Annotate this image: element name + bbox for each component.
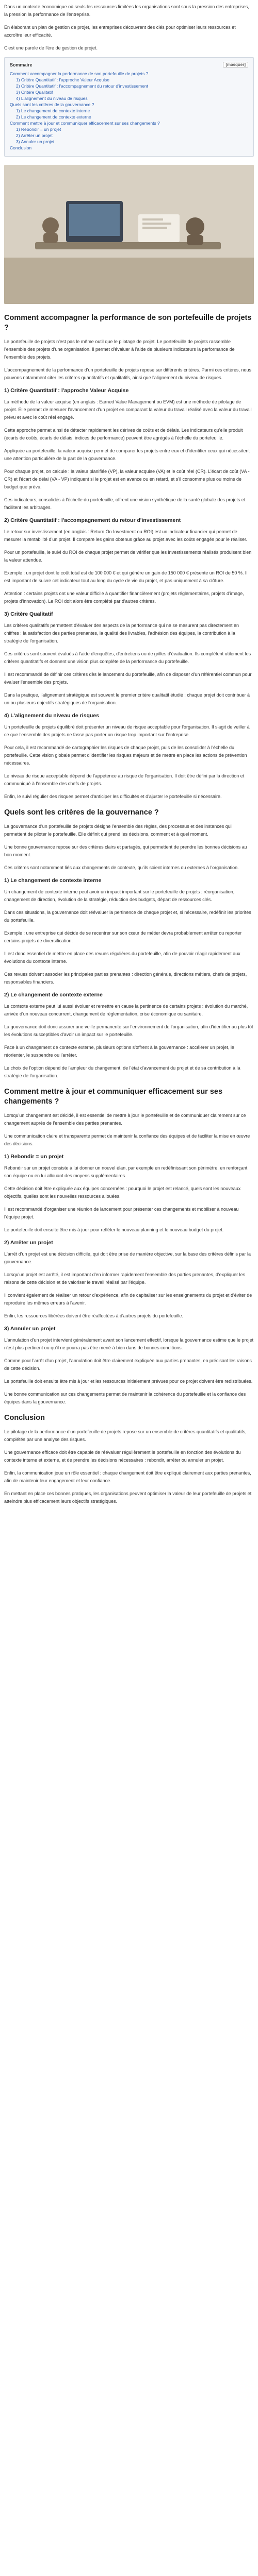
subsection-heading: 4) L'alignement du niveau de risques <box>4 713 99 719</box>
section-paragraph: Dans la pratique, l'alignement stratégique est souvent le premier critère qualitatif étudié : chaque projet doit contribuer à un ou plusieurs objectifs stratégiques de l'organisation. <box>4 692 250 705</box>
subsection-heading: 3) Annuler un projet <box>4 1326 56 1332</box>
section-heading: Conclusion <box>4 1414 45 1422</box>
toc-link[interactable]: Comment accompagner la performance de son portefeuille de projets ? <box>10 71 149 76</box>
section-paragraph: Rebondir sur un projet consiste à lui donner un nouvel élan, par exemple en redéfinissant son périmètre, en renforçant son équipe ou en lui allouant des moyens supplémentaires. <box>4 1165 248 1178</box>
toc-link[interactable]: 2) Arrêter un projet <box>16 133 53 138</box>
toc-link[interactable]: Conclusion <box>10 145 32 150</box>
section-paragraph: Il est recommandé d'organiser une réunion de lancement pour présenter ces changements et mobiliser à nouveau l'équipe projet. <box>4 1207 239 1219</box>
section-paragraph: Pour chaque projet, on calcule : la valeur planifiée (VP), la valeur acquise (VA) et le coût réel (CR). L'écart de coût (VA - CR) et l'écart de délai (VA - VP) indiquent si le projet est en avance ou en retard, et s'il consomme plus ou moins de budget que prévu. <box>4 469 250 489</box>
hero-illustration <box>4 165 254 304</box>
toc-link[interactable]: 1) Le changement de contexte interne <box>16 108 90 113</box>
toc-title: Sommaire <box>10 62 33 67</box>
subsection-heading: 2) Arrêter un projet <box>4 1240 53 1246</box>
section-paragraph: Ces critères sont souvent évalués à l'aide d'enquêtes, d'entretiens ou de grilles d'évaluation. Ils complètent utilement les critères quantitatifs et donnent une vision plus complète de la performance du portefeuille. <box>4 651 251 664</box>
section-paragraph: Le retour sur investissement (en anglais : Return On Investment ou ROI) est un indicateur financier qui permet de mesurer la rentabilité d'un projet. Il compare les gains obtenus grâce au projet avec les coûts engagés pour le réaliser. <box>4 529 247 542</box>
intro-paragraph: En élaborant un plan de gestion de projet, les entreprises découvrent des clés pour optimiser leurs ressources et accroître leur efficacité. <box>4 25 236 38</box>
section-paragraph: Une communication claire et transparente permet de maintenir la confiance des équipes et de faciliter la mise en œuvre des décisions. <box>4 1133 250 1146</box>
toc-toggle-button[interactable]: [masquer] <box>223 62 248 67</box>
section-paragraph: Cette décision doit être expliquée aux équipes concernées : pourquoi le projet est relancé, quels sont les nouveaux objectifs, quelles sont les nouvelles ressources allouées. <box>4 1186 241 1199</box>
subsection-heading: 1) Critère Quantitatif : l'approche Valeur Acquise <box>4 387 129 394</box>
subsection-heading: 2) Critère Quantitatif : l'accompagnement du retour d'investissement <box>4 517 181 523</box>
section-paragraph: Lorsqu'un changement est décidé, il est essentiel de mettre à jour le portefeuille et de communiquer clairement sur ce changement auprès de l'ensemble des parties prenantes. <box>4 1113 246 1126</box>
section-paragraph: Le contexte externe peut lui aussi évoluer et remettre en cause la pertinence de certains projets : évolution du marché, arrivée d'un nouveau concurrent, changement de réglementation, crise économique ou sanitaire. <box>4 1004 248 1016</box>
section-paragraph: Comme pour l'arrêt d'un projet, l'annulation doit être clairement expliquée aux parties prenantes, en précisant les raisons de cette décision. <box>4 1358 252 1371</box>
toc-link[interactable]: 1) Critère Quantitatif : l'approche Valeur Acquise <box>16 77 110 82</box>
section-paragraph: Le portefeuille doit ensuite être mis à jour et les ressources initialement prévues pour ce projet doivent être redistribuées. <box>4 1379 253 1384</box>
section-paragraph: Ces revues doivent associer les principales parties prenantes : direction générale, directions métiers, chefs de projets, responsables financiers. <box>4 972 247 985</box>
section-paragraph: La méthode de la valeur acquise (en anglais : Earned Value Management ou EVM) est une méthode de pilotage de projet. Elle permet de mesurer l'avancement d'un projet en comparant la valeur du travail réalisé avec la valeur du travail prévu et avec le coût réel engagé. <box>4 399 252 420</box>
section-paragraph: Le choix de l'option dépend de l'ampleur du changement, de l'état d'avancement du projet et de sa contribution à la stratégie de l'organisation. <box>4 1065 240 1078</box>
toc-link[interactable]: Quels sont les critères de la gouvernance ? <box>10 102 94 107</box>
section-paragraph: L'arrêt d'un projet est une décision difficile, qui doit être prise de manière objective, sur la base des critères définis par la gouvernance. <box>4 1251 251 1264</box>
section-paragraph: L'accompagnement de la performance d'un portefeuille de projets repose sur différents critères. Parmi ces critères, nous pouvons notamment citer les critères quantitatifs et qualitatifs, ainsi que l'alignement du niveau de risques. <box>4 367 252 380</box>
toc-link[interactable]: Comment mettre à jour et communiquer efficacement sur ses changements ? <box>10 121 160 126</box>
section-paragraph: Le portefeuille de projets n'est pas le même outil que le pilotage de projet. Le portefeuille de projets rassemble l'ensemble des projets d'une organisation. Il permet d'évaluer à l'aide de plusieurs indicateurs la performance de l'ensemble des projets. <box>4 339 235 360</box>
section-paragraph: Attention : certains projets ont une valeur difficile à quantifier financièrement (projets réglementaires, projets d'image, projets d'innovation). Le ROI doit alors être complété par d'autres critères. <box>4 591 244 604</box>
section-paragraph: La gouvernance d'un portefeuille de projets désigne l'ensemble des règles, des processus et des instances qui permettent de piloter le portefeuille. Elle définit qui prend les décisions, comment et à quel moment. <box>4 824 232 837</box>
toc-link[interactable]: 3) Annuler un projet <box>16 139 55 144</box>
toc-link[interactable]: 3) Critère Qualitatif <box>16 90 53 95</box>
section-paragraph: Ces indicateurs, consolidés à l'échelle du portefeuille, offrent une vision synthétique de la santé globale des projets et facilitent les arbitrages. <box>4 497 246 510</box>
section-paragraph: Lorsqu'un projet est arrêté, il est important d'en informer rapidement l'ensemble des parties prenantes, d'expliquer les raisons de cette décision et de valoriser le travail réalisé par l'équipe. <box>4 1272 246 1285</box>
subsection-heading: 2) Le changement de contexte externe <box>4 992 103 998</box>
section-paragraph: L'annulation d'un projet intervient généralement avant son lancement effectif, lorsque la gouvernance estime que le projet n'est plus pertinent ou qu'il ne pourra pas être mené à bien dans de bonnes conditions. <box>4 1337 254 1350</box>
toc-link[interactable]: 2) Le changement de contexte externe <box>16 114 91 120</box>
toc-link[interactable]: 4) L'alignement du niveau de risques <box>16 96 88 101</box>
section-paragraph: Le portefeuille doit ensuite être mis à jour pour refléter le nouveau planning et le nouveau budget du projet. <box>4 1227 224 1232</box>
toc-header <box>10 62 248 67</box>
section-paragraph: Appliquée au portefeuille, la valeur acquise permet de comparer les projets entre eux et d'identifier ceux qui nécessitent une attention particulière de la part de la gouvernance. <box>4 448 250 461</box>
section-paragraph: Pour cela, il est recommandé de cartographier les risques de chaque projet, puis de les consolider à l'échelle du portefeuille. Cette vision globale permet d'identifier les risques majeurs et de mettre en place les actions de prévention nécessaires. <box>4 745 247 766</box>
section-paragraph: Un changement de contexte interne peut avoir un impact important sur le portefeuille de projets : réorganisation, changement de direction, évolution de la stratégie, réduction des budgets, départ de ressources clés. <box>4 889 235 902</box>
hero-image <box>4 165 254 304</box>
section-paragraph: Pour un portefeuille, le suivi du ROI de chaque projet permet de vérifier que les investissements réalisés produisent bien la valeur attendue. <box>4 550 252 563</box>
section-paragraph: Ces critères sont notamment liés aux changements de contexte, qu'ils soient internes ou externes à l'organisation. <box>4 865 239 870</box>
section-paragraph: Dans ces situations, la gouvernance doit réévaluer la pertinence de chaque projet et, si nécessaire, redéfinir les priorités du portefeuille. <box>4 910 251 923</box>
section-paragraph: Il est donc essentiel de mettre en place des revues régulières du portefeuille, afin de pouvoir réagir rapidement aux évolutions du contexte interne. <box>4 951 240 964</box>
section-paragraph: Le niveau de risque acceptable dépend de l'appétence au risque de l'organisation. Il doit être défini par la direction et communiqué à l'ensemble des chefs de projets. <box>4 773 245 786</box>
section-paragraph: Cette approche permet ainsi de détecter rapidement les dérives de coûts et de délais. Les indicateurs qu'elle produit (écarts de coûts, écarts de délais, indices de performance) peuvent être agrégés à l'échelle du portefeuille. <box>4 428 243 440</box>
section-paragraph: Une gouvernance efficace doit être capable de réévaluer régulièrement le portefeuille en fonction des évolutions du contexte interne et externe, et de prendre les décisions nécessaires : rebondir, arrêter ou annuler un projet. <box>4 1450 241 1463</box>
toc-link[interactable]: 2) Critère Quantitatif : l'accompagnement du retour d'investissement <box>16 83 149 89</box>
section-heading: Quels sont les critères de la gouvernance ? <box>4 808 159 817</box>
section-paragraph: Enfin, les ressources libérées doivent être réaffectées à d'autres projets du portefeuille. <box>4 1313 183 1318</box>
section-heading: Comment mettre à jour et communiquer efficacement sur ses changements ? <box>4 1088 223 1106</box>
section-paragraph: Enfin, le suivi régulier des risques permet d'anticiper les difficultés et d'ajuster le portefeuille si nécessaire. <box>4 794 222 799</box>
section-paragraph: Le pilotage de la performance d'un portefeuille de projets repose sur un ensemble de critères quantitatifs et qualitatifs, complétés par une analyse des risques. <box>4 1429 247 1442</box>
section-paragraph: Les critères qualitatifs permettent d'évaluer des aspects de la performance qui ne se mesurent pas directement en chiffres : la satisfaction des parties prenantes, la qualité des livrables, l'adhésion des équipes, la contribution à la stratégie de l'organisation. <box>4 623 239 643</box>
section-paragraph: Un portefeuille de projets équilibré doit présenter un niveau de risque acceptable pour l'organisation. Il s'agit de veiller à ce que l'ensemble des projets ne fasse pas porter un risque trop important sur l'entreprise. <box>4 724 250 737</box>
section-paragraph: Une bonne communication sur ces changements permet de maintenir la cohérence du portefeuille et la confiance des équipes dans la gouvernance. <box>4 1392 246 1404</box>
section-paragraph: Face à un changement de contexte externe, plusieurs options s'offrent à la gouvernance : accélérer un projet, le réorienter, le suspendre ou l'arrêter. <box>4 1045 234 1058</box>
section-paragraph: Exemple : une entreprise qui décide de se recentrer sur son cœur de métier devra probablement arrêter ou reporter certains projets de diversification. <box>4 930 242 943</box>
section-paragraph: Il convient également de réaliser un retour d'expérience, afin de capitaliser sur les enseignements du projet et d'éviter de reproduire les mêmes erreurs à l'avenir. <box>4 1293 252 1306</box>
intro-paragraph: C'est une parole de l'ère de gestion de projet. <box>4 45 98 50</box>
section-heading: Comment accompagner la performance de son portefeuille de projets ? <box>4 314 252 332</box>
section-paragraph: En mettant en place ces bonnes pratiques, les organisations peuvent optimiser la valeur de leur portefeuille de projets et atteindre plus efficacement leurs objectifs stratégiques. <box>4 1491 252 1504</box>
section-paragraph: Une bonne gouvernance repose sur des critères clairs et partagés, qui permettent de prendre les bonnes décisions au bon moment. <box>4 844 247 857</box>
toc-link[interactable]: 1) Rebondir = un projet <box>16 127 61 132</box>
section-paragraph: Exemple : un projet dont le coût total est de 100 000 € et qui génère un gain de 150 000 € présente un ROI de 50 %. Il est important de suivre cet indicateur tout au long du cycle de vie du projet, et pas uniquement à sa clôture. <box>4 570 248 583</box>
table-of-contents <box>4 57 254 157</box>
section-paragraph: Enfin, la communication joue un rôle essentiel : chaque changement doit être expliqué clairement aux parties prenantes, afin de maintenir leur engagement et leur confiance. <box>4 1470 251 1483</box>
intro-paragraph: Dans un contexte économique où seuls les ressources limitées les organisations sont sous la pression des entreprises, la pression la performance de l'entreprise. <box>4 4 249 17</box>
subsection-heading: 1) Rebondir = un projet <box>4 1154 64 1160</box>
subsection-heading: 1) Le changement de contexte interne <box>4 877 102 884</box>
subsection-heading: 3) Critère Qualitatif <box>4 611 53 617</box>
section-paragraph: La gouvernance doit donc assurer une veille permanente sur l'environnement de l'organisation, afin d'identifier au plus tôt les évolutions susceptibles d'avoir un impact sur le portefeuille. <box>4 1024 253 1037</box>
section-paragraph: Il est recommandé de définir ces critères dès le lancement du portefeuille, afin de disposer d'un référentiel commun pour évaluer l'ensemble des projets. <box>4 672 252 685</box>
